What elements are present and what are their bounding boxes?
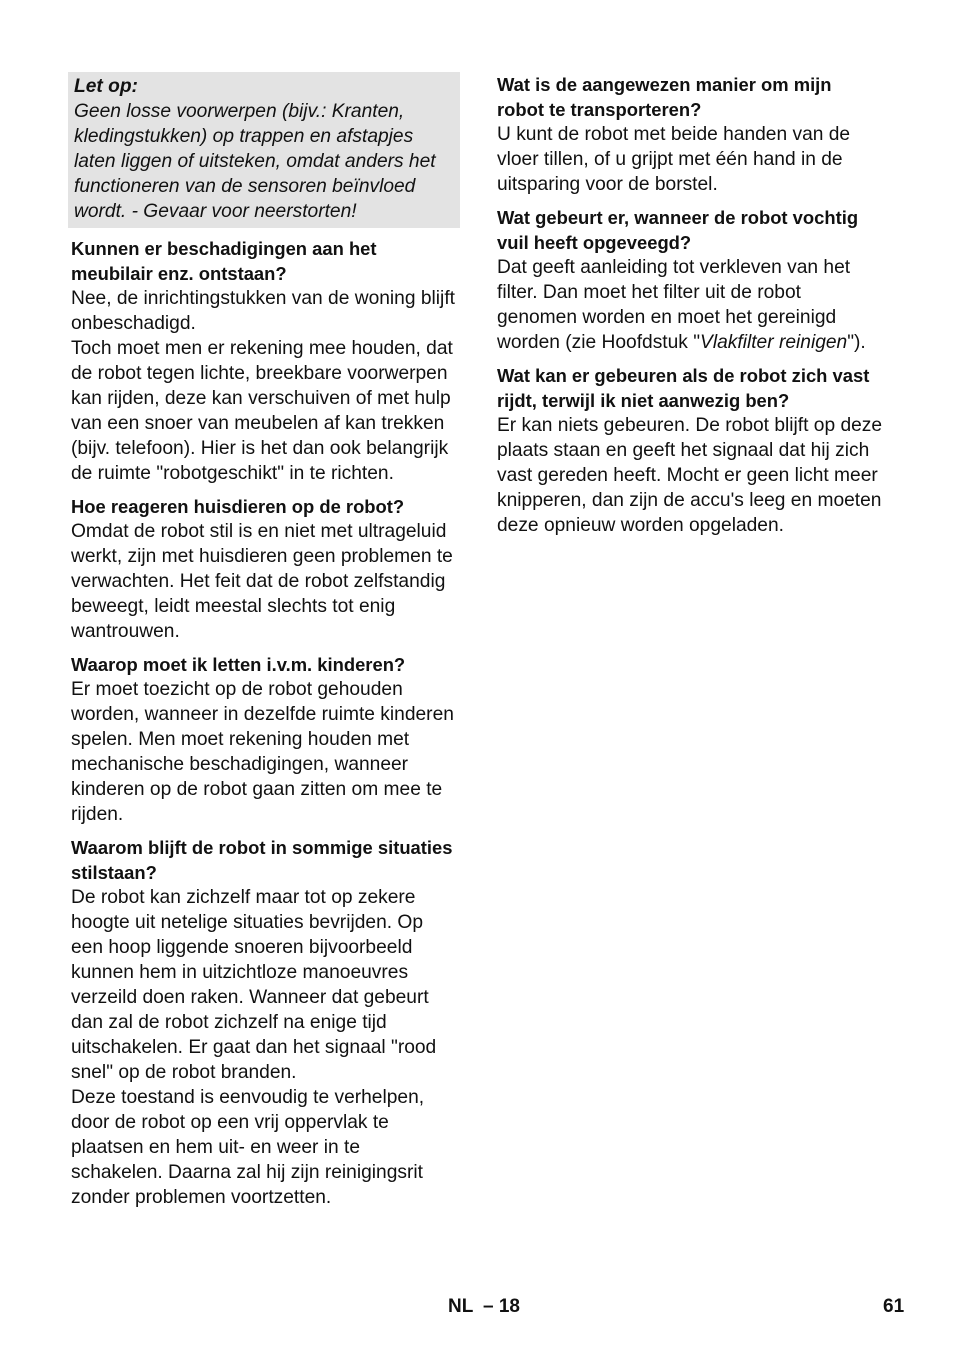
answer-paragraph: Er kan niets gebeuren. De robot blijft op deze plaats staan en geeft het signaal dat hij zich vast gereden heeft. Mocht er geen licht meer knipperen, dan zijn de accu's leeg en moeten deze opnieuw worden opgeladen. xyxy=(497,415,883,536)
question-heading: Hoe reageren huisdieren op de robot? xyxy=(71,496,405,517)
right-column xyxy=(494,72,886,546)
answer-text: Dat geeft aanleiding tot verkleven van het filter. Dan moet het filter uit de robot genomen worden en moet het gereinigd worden (zie Hoofdstuk " xyxy=(497,257,851,353)
chapter-reference: Vlakfilter reinigen xyxy=(700,332,848,353)
faq-standstill xyxy=(68,835,460,1210)
faq-wet-dirt xyxy=(494,205,886,355)
question-heading: Wat gebeurt er, wanneer de robot vochtig vuil heeft opgeveegd? xyxy=(497,207,859,253)
answer-paragraph: De robot kan zichzelf maar tot op zekere hoogte uit netelige situaties bevrijden. Op een hoop liggende snoeren bijvoorbeeld kunnen hem in uitzichtloze manoeuvres verzeild doen raken. Wanneer dat gebeurt dan zal de robot zichzelf na enige tijd uitschakelen. Er gaat dan het signaal "rood snel" op de robot branden. xyxy=(71,887,437,1083)
answer-paragraph: Nee, de inrichtingstukken van de woning blijft onbeschadigd. xyxy=(71,288,455,334)
faq-children xyxy=(68,652,460,827)
answer-paragraph: Er moet toezicht op de robot gehouden worden, wanneer in dezelfde ruimte kinderen spelen. Men moet rekening houden met mechanische beschadigingen, wanneer kinderen op de robot gaan zitten om mee te rijden. xyxy=(71,679,454,825)
answer-paragraph xyxy=(497,255,883,355)
caution-note xyxy=(68,72,460,228)
faq-pets xyxy=(68,494,460,644)
section-page-number: – 18 xyxy=(483,1296,520,1317)
faq-stuck xyxy=(494,363,886,538)
question-heading: Waarom blijft de robot in sommige situaties stilstaan? xyxy=(71,837,453,883)
question-heading: Kunnen er beschadigingen aan het meubilair enz. ontstaan? xyxy=(71,238,377,284)
faq-transport xyxy=(494,72,886,197)
question-heading: Waarop moet ik letten i.v.m. kinderen? xyxy=(71,654,406,675)
answer-paragraph: Toch moet men er rekening mee houden, dat de robot tegen lichte, breekbare voorwerpen kan rijden, deze kan verschuiven of met hulp van een snoer van meubelen af kan trekken (bijv. telefoon). Hier is het dan ook belangrijk de ruimte "robotgeschikt" in te richten. xyxy=(71,338,453,484)
note-text: Geen losse voorwerpen (bijv.: Kranten, kledingstukken) op trappen en afstapjes laten liggen of uitsteken, omdat anders het functioneren van de sensoren beïnvloed wordt. - Gevaar voor neerstorten! xyxy=(74,101,436,222)
answer-paragraph: U kunt de robot met beide handen van de vloer tillen, of u grijpt met één hand in de uitsparing voor de borstel. xyxy=(497,124,851,195)
language-code: NL xyxy=(448,1296,474,1317)
note-title: Let op: xyxy=(74,76,138,97)
left-column xyxy=(68,72,460,1218)
answer-paragraph: Deze toestand is eenvoudig te verhelpen, door de robot op een vrij oppervlak te plaatsen en hem uit- en weer in te schakelen. Daarna zal hij zijn reinigingsrit zonder problemen voortzetten. xyxy=(71,1087,425,1208)
faq-furniture xyxy=(68,236,460,486)
question-heading: Wat kan er gebeuren als de robot zich vast rijdt, terwijl ik niet aanwezig ben? xyxy=(497,365,870,411)
answer-paragraph: Omdat de robot stil is en niet met ultrageluid werkt, zijn met huisdieren geen problemen te verwachten. Het feit dat de robot zelfstandig beweegt, leidt meestal slechts tot enig wantrouwen. xyxy=(71,521,453,642)
question-heading: Wat is de aangewezen manier om mijn robot te transporteren? xyxy=(497,74,832,120)
page-number: 61 xyxy=(883,1296,905,1317)
answer-text: "). xyxy=(847,332,866,353)
